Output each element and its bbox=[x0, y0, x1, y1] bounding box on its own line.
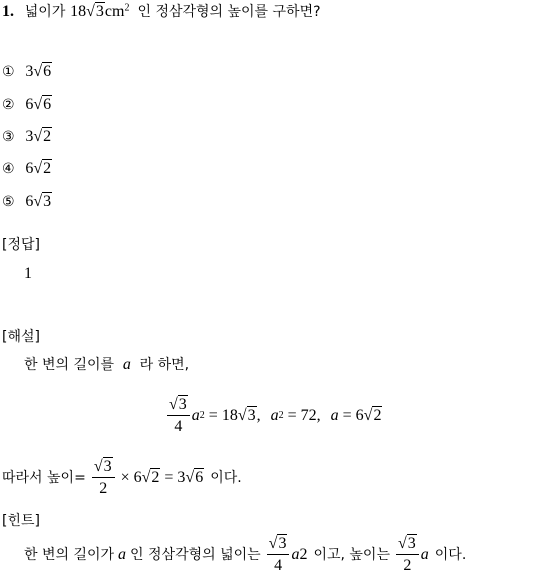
choice-value: 3√2 bbox=[25, 128, 52, 145]
choice-value: 6√2 bbox=[25, 160, 52, 177]
answer-label: [정답] bbox=[2, 237, 40, 253]
choice-1[interactable] bbox=[2, 64, 52, 80]
area-value: $18√3cm^2$ bbox=[70, 2, 130, 20]
choice-value: 3√6 bbox=[25, 63, 52, 80]
choice-marker: ② bbox=[2, 97, 15, 113]
question-text-b: 인 정삼각형의 높이를 구하면? bbox=[137, 4, 321, 20]
choice-marker: ④ bbox=[2, 161, 15, 177]
solution-line1: 한 변의 길이를 a 라 하면, bbox=[24, 356, 190, 373]
solution-label: [해설] bbox=[2, 329, 40, 345]
choice-marker: ⑤ bbox=[2, 194, 15, 210]
hint-label: [힌트] bbox=[2, 513, 40, 529]
hint-text: 한 변의 길이가 a 인 정삼각형의 넓이는 $\frac{√3}{4}$ a 2 이고, 높이는 $\frac{√3}{2}$ a 이다. bbox=[24, 535, 467, 574]
choice-5[interactable] bbox=[2, 194, 52, 210]
question bbox=[2, 4, 321, 20]
answer-value: 1 bbox=[24, 265, 32, 282]
solution-equation: $\frac{√3}{4}$ a 2 = 18 √3 , a 2 = 72, a = 6 √2 bbox=[169, 396, 382, 435]
choice-value: 6√3 bbox=[25, 193, 52, 210]
choice-marker: ① bbox=[2, 64, 15, 80]
choice-marker: ③ bbox=[2, 129, 15, 145]
choice-3[interactable] bbox=[2, 129, 52, 145]
solution-conclusion: 따라서 높이= $\frac{√3}{2}$ × 6 √2 = 3 √6 이다. bbox=[2, 458, 242, 497]
choice-4[interactable] bbox=[2, 161, 52, 177]
question-number: 1. bbox=[2, 3, 14, 20]
question-text-a: 넓이가 bbox=[24, 4, 66, 20]
choice-2[interactable] bbox=[2, 97, 52, 113]
choice-value: 6√6 bbox=[25, 96, 52, 113]
